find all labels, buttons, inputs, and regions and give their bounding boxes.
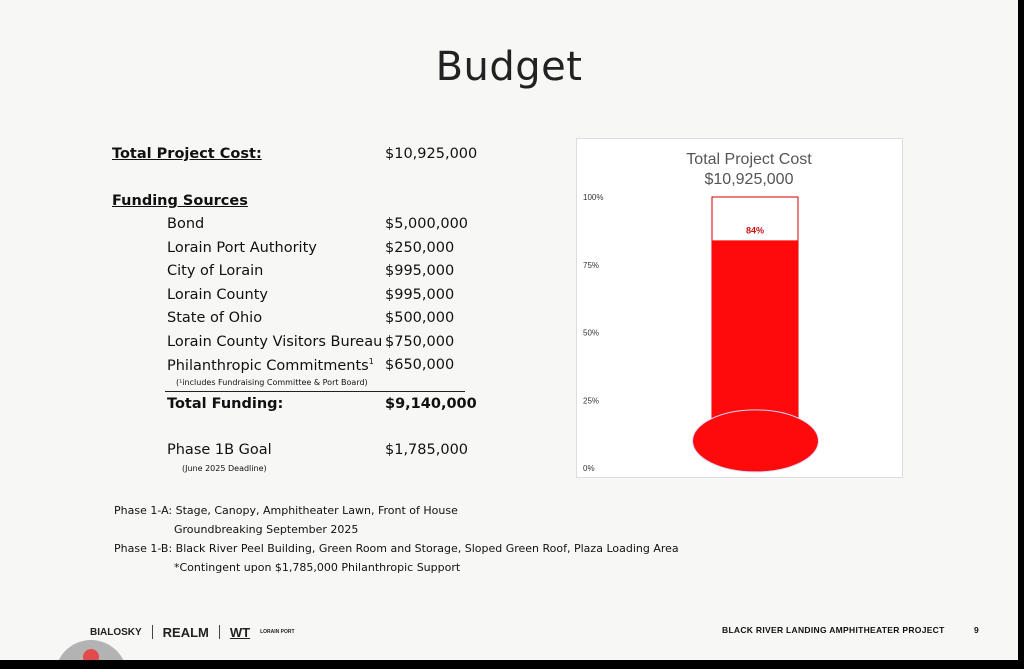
phase-goal-label: Phase 1B Goal xyxy=(167,442,272,458)
logo-lorain-port: LORAIN PORT xyxy=(260,629,295,635)
divider xyxy=(165,391,465,392)
source-name: Bond xyxy=(167,216,205,232)
total-cost-label: Total Project Cost: xyxy=(112,146,262,162)
chart-subtitle: $10,925,000 xyxy=(704,171,794,188)
y-tick-label: 0% xyxy=(583,464,595,473)
total-funding-label: Total Funding: xyxy=(167,396,284,412)
logo-wt: WT xyxy=(229,624,251,640)
source-amount: $995,000 xyxy=(385,287,455,303)
footnote-marker: 1 xyxy=(368,357,374,366)
source-name: Lorain Port Authority xyxy=(167,240,317,256)
footnote: (¹includes Fundraising Committee & Port Board) xyxy=(176,378,368,387)
funding-heading: Funding Sources xyxy=(112,193,248,209)
logo-realm: REALM xyxy=(162,624,209,640)
source-name: Lorain County Visitors Bureau xyxy=(167,334,383,350)
logo-separator xyxy=(152,625,153,639)
y-tick-label: 100% xyxy=(583,193,604,202)
thermometer-chart xyxy=(576,138,903,478)
source-name: Lorain County xyxy=(167,287,269,303)
phase-goal-note: (June 2025 Deadline) xyxy=(182,464,267,473)
footer-project: BLACK RIVER LANDING AMPHITHEATER PROJECT xyxy=(722,625,945,635)
thermometer-bulb xyxy=(693,410,819,472)
source-amount: $650,000 xyxy=(385,357,455,373)
page-title: Budget xyxy=(435,44,583,90)
source-amount: $995,000 xyxy=(385,263,455,279)
source-name: City of Lorain xyxy=(167,263,264,279)
y-tick-label: 25% xyxy=(583,396,600,406)
source-amount: $500,000 xyxy=(385,310,455,326)
phase-note: Phase 1-A: Stage, Canopy, Amphitheater Lawn, Front of House xyxy=(114,504,458,517)
source-name: State of Ohio xyxy=(167,310,263,326)
phase-goal-value: $1,785,000 xyxy=(385,442,469,458)
phase-note: Phase 1-B: Black River Peel Building, Green Room and Storage, Sloped Green Roof, Plaza Loading Area xyxy=(114,542,679,555)
source-amount: $750,000 xyxy=(385,334,455,350)
phase-note: Groundbreaking September 2025 xyxy=(174,523,359,536)
source-amount: $5,000,000 xyxy=(385,216,469,232)
y-tick-label: 50% xyxy=(583,328,600,338)
source-amount: $250,000 xyxy=(385,240,455,256)
y-tick-label: 75% xyxy=(583,260,600,270)
source-name xyxy=(167,357,374,374)
logo-bialosky: BIALOSKY xyxy=(90,626,142,638)
total-cost-value: $10,925,000 xyxy=(385,146,478,162)
record-icon xyxy=(83,649,99,660)
page-number: 9 xyxy=(974,625,979,635)
chart-title: Total Project Cost xyxy=(686,151,812,168)
total-funding-value: $9,140,000 xyxy=(385,396,477,412)
chart-svg xyxy=(577,139,902,477)
source-name-text: Philanthropic Commitments xyxy=(167,357,369,374)
data-label: 84% xyxy=(745,225,765,236)
logo-separator xyxy=(219,625,220,639)
footer-logos xyxy=(90,620,295,644)
phase-note: *Contingent upon $1,785,000 Philanthropic Support xyxy=(174,561,461,574)
